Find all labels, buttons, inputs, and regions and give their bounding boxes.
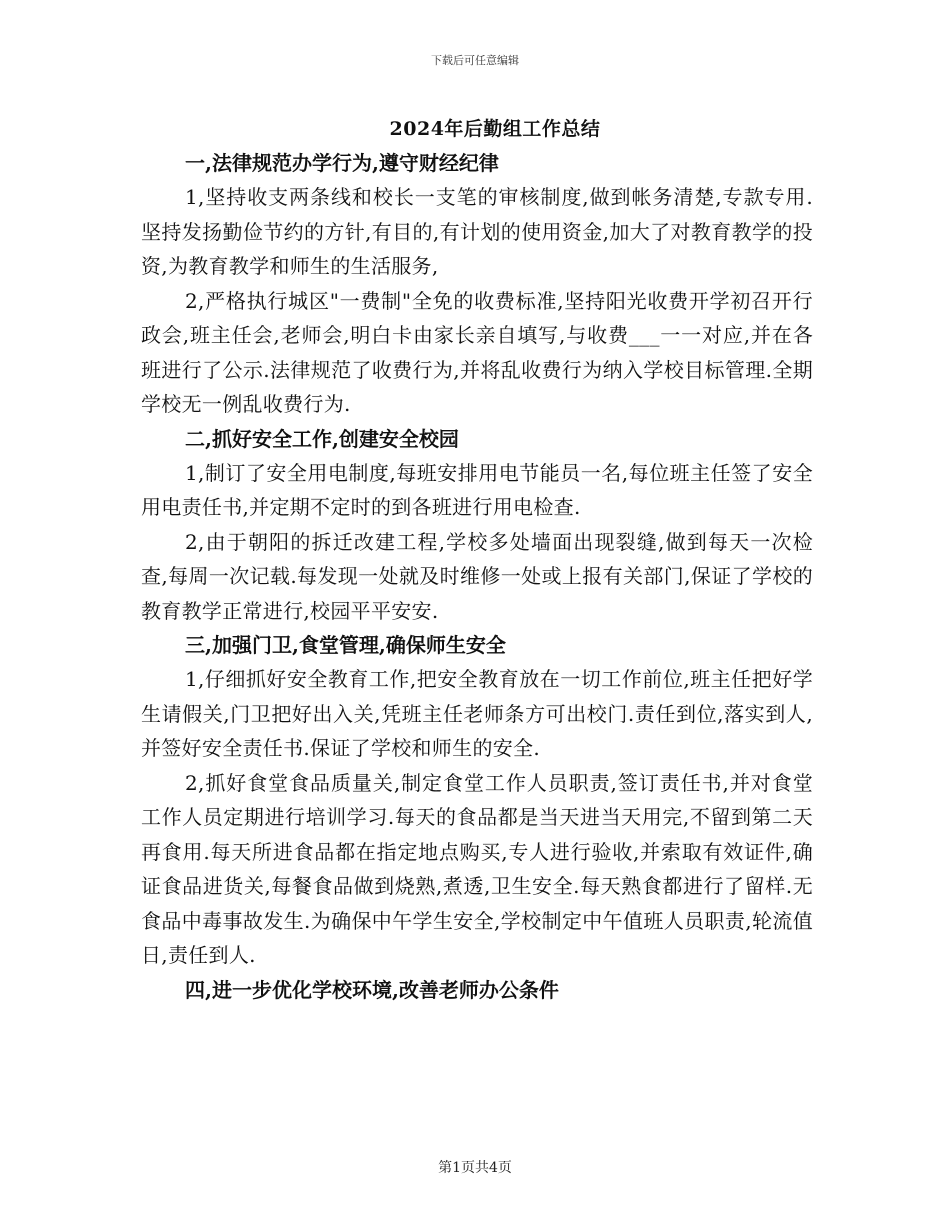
document-title: 2024年后勤组工作总结	[389, 118, 601, 140]
section-heading: 二,抓好安全工作,创建安全校园	[185, 426, 459, 451]
header-note: 下载后可任意编辑	[431, 54, 519, 67]
section-heading: 四,进一步优化学校环境,改善老师办公条件	[185, 977, 559, 1002]
paragraph: 2,抓好食堂食品质量关,制定食堂工作人员职责,签订责任书,并对食堂工作人员定期进行培训学习.每天的食品都是当天进当天用完,不留到第二天再食用.每天所进食品都在指定地点购买,专人进行验收,并索取有效证件,确证食品进货关,每餐食品做到烧熟,煮透,卫生安全.每天熟食都进行了留样.无食品中毒事故发生.为确保中午学生安全,学校制定中午值班人员职责,轮流值日,责任到人.	[141, 770, 813, 967]
paragraph: 2,严格执行城区"一费制"全免的收费标准,坚持阳光收费开学初召开行政会,班主任会,老师会,明白卡由家长亲自填写,与收费___一一对应,并在各班进行了公示.法律规范了收费行为,并将乱收费行为纳入学校目标管理.全期学校无一例乱收费行为.	[141, 288, 813, 416]
paragraph: 2,由于朝阳的拆迁改建工程,学校多处墙面出现裂缝,做到每天一次检查,每周一次记载.每发现一处就及时维修一处或上报有关部门,保证了学校的教育教学正常进行,校园平平安安.	[141, 529, 813, 623]
section-heading: 一,法律规范办学行为,遵守财经纪律	[185, 151, 499, 175]
paragraph: 1,坚持收支两条线和校长一支笔的审核制度,做到帐务清楚,专款专用.坚持发扬勤俭节约的方针,有目的,有计划的使用资金,加大了对教育教学的投资,为教育教学和师生的生活服务,	[141, 185, 813, 278]
section-heading: 三,加强门卫,食堂管理,确保师生安全	[185, 633, 506, 657]
document-body	[141, 146, 813, 1007]
paragraph: 1,仔细抓好安全教育工作,把安全教育放在一切工作前位,班主任把好学生请假关,门卫把好出入关,凭班主任老师条方可出校门.责任到位,落实到人,并签好安全责任书.保证了学校和师生的安全.	[141, 667, 813, 760]
page-footer: 第1页共4页	[438, 1160, 512, 1176]
paragraph: 1,制订了安全用电制度,每班安排用电节能员一名,每位班主任签了安全用电责任书,并定期不定时的到各班进行用电检查.	[141, 460, 813, 519]
